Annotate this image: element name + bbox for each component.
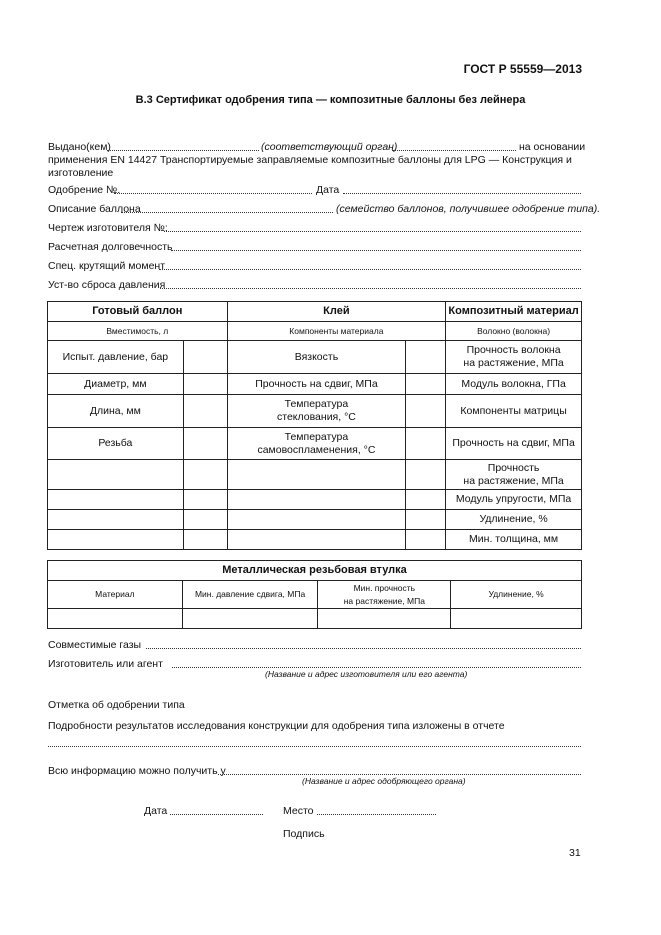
value-cell — [183, 428, 227, 460]
empty-cell — [227, 530, 406, 550]
bushing-table — [47, 560, 582, 629]
cell-thread: Резьба — [48, 428, 184, 460]
header-composite: Композитный материал — [446, 302, 582, 322]
empty-cell — [227, 510, 406, 530]
empty-cell — [48, 609, 183, 629]
cell-fiber-modulus: Модуль волокна, ГПа — [446, 374, 582, 395]
empty-cell — [48, 490, 184, 510]
cell-test-pressure: Испыт. давление, бар — [48, 341, 184, 374]
cell-tensile: Прочность на растяжение, МПа — [446, 460, 582, 490]
cell-fiber-strength: Прочность волокна на растяжение, МПа — [446, 341, 582, 374]
empty-cell — [406, 530, 446, 550]
bushing-col-shear: Мин. давление сдвига, МПа — [182, 581, 318, 609]
value-cell — [183, 395, 227, 428]
details-dots — [48, 746, 581, 747]
approval-no-dots — [114, 193, 312, 194]
empty-cell — [183, 510, 227, 530]
cell-elastic-modulus: Модуль упругости, МПа — [446, 490, 582, 510]
empty-cell — [227, 490, 406, 510]
relief-label: Уст-во сброса давления — [48, 279, 166, 291]
lifetime-dots — [171, 250, 581, 251]
empty-cell — [183, 530, 227, 550]
value-cell — [183, 374, 227, 395]
cell-viscosity: Вязкость — [227, 341, 406, 374]
cell-ignition-temp: Температура самовоспламенения, °С — [227, 428, 406, 460]
value-cell — [406, 428, 446, 460]
issued-line3: изготовление — [48, 167, 114, 179]
description-dots — [121, 212, 333, 213]
materials-table — [47, 301, 582, 550]
approval-no-label: Одобрение №. — [48, 184, 121, 196]
place-label: Место — [283, 805, 314, 817]
cell-glass-temp: Температура стеклования, °С — [227, 395, 406, 428]
subheader-capacity: Вместимость, л — [48, 322, 228, 341]
value-cell — [406, 374, 446, 395]
header-adhesive: Клей — [227, 302, 446, 322]
empty-cell — [406, 490, 446, 510]
info-label: Всю информацию можно получить у — [48, 765, 226, 777]
empty-cell — [182, 609, 318, 629]
subheader-components: Компоненты материала — [227, 322, 446, 341]
value-cell — [406, 341, 446, 374]
date-dots — [343, 193, 581, 194]
empty-cell — [451, 609, 582, 629]
cell-min-thickness: Мин. толщина, мм — [446, 530, 582, 550]
standard-header: ГОСТ Р 55559—2013 — [463, 62, 582, 76]
cell-elongation: Удлинение, % — [446, 510, 582, 530]
bushing-col-tensile: Мин. прочность на растяжение, МПа — [318, 581, 451, 609]
value-cell — [406, 395, 446, 428]
issued-dots-2 — [392, 150, 516, 151]
issued-dots-1 — [107, 150, 259, 151]
cell-matrix: Компоненты матрицы — [446, 395, 582, 428]
header-cylinder: Готовый баллон — [48, 302, 228, 322]
empty-cell — [227, 460, 406, 490]
cell-length: Длина, мм — [48, 395, 184, 428]
description-label: Описание баллона — [48, 203, 141, 215]
empty-cell — [48, 510, 184, 530]
drawing-dots — [164, 231, 581, 232]
cell-diameter: Диаметр, мм — [48, 374, 184, 395]
signature-label: Подпись — [283, 828, 325, 840]
description-note: (семейство баллонов, получившее одобрение типа). — [336, 203, 601, 215]
details-text: Подробности результатов исследования конструкции для одобрения типа изложены в отчете — [48, 720, 505, 732]
date2-dots — [170, 814, 263, 815]
empty-cell — [183, 460, 227, 490]
page-number: 31 — [569, 847, 581, 859]
torque-label: Спец. крутящий момент — [48, 260, 166, 272]
place-dots — [317, 814, 436, 815]
maker-label: Изготовитель или агент — [48, 658, 163, 670]
empty-cell — [406, 510, 446, 530]
cell-matrix-shear: Прочность на сдвиг, МПа — [446, 428, 582, 460]
section-title: В.3 Сертификат одобрения типа — композитные баллоны без лейнера — [135, 94, 526, 106]
cell-shear: Прочность на сдвиг, МПа — [227, 374, 406, 395]
issued-line2: применения EN 14427 Транспортируемые заправляемые композитные баллоны для LPG — Конструкция и — [48, 154, 572, 166]
issued-label: Выдано(кем) — [48, 141, 111, 153]
subheader-fiber: Волокно (волокна) — [446, 322, 582, 341]
empty-cell — [183, 490, 227, 510]
maker-dots — [172, 667, 581, 668]
bushing-col-elongation: Удлинение, % — [451, 581, 582, 609]
relief-dots — [160, 288, 581, 289]
date2-label: Дата — [144, 805, 168, 817]
value-cell — [183, 341, 227, 374]
torque-dots — [159, 269, 581, 270]
info-note: (Название и адрес одобряющего органа) — [302, 776, 466, 786]
drawing-label: Чертеж изготовителя №: — [48, 222, 168, 234]
empty-cell — [406, 460, 446, 490]
empty-cell — [48, 460, 184, 490]
empty-cell — [48, 530, 184, 550]
bushing-col-material: Материал — [48, 581, 183, 609]
info-dots — [218, 774, 581, 775]
gases-dots — [146, 648, 581, 649]
approval-mark: Отметка об одобрении типа — [48, 699, 185, 711]
empty-cell — [318, 609, 451, 629]
maker-note: (Название и адрес изготовителя или его агента) — [265, 669, 468, 679]
issued-tail: на основании — [519, 141, 586, 153]
date-label: Дата — [316, 184, 340, 196]
gases-label: Совместимые газы — [48, 639, 142, 651]
issued-italic: (соответствующий орган) — [261, 141, 398, 153]
lifetime-label: Расчетная долговечность — [48, 241, 173, 253]
bushing-title: Металлическая резьбовая втулка — [48, 561, 582, 581]
